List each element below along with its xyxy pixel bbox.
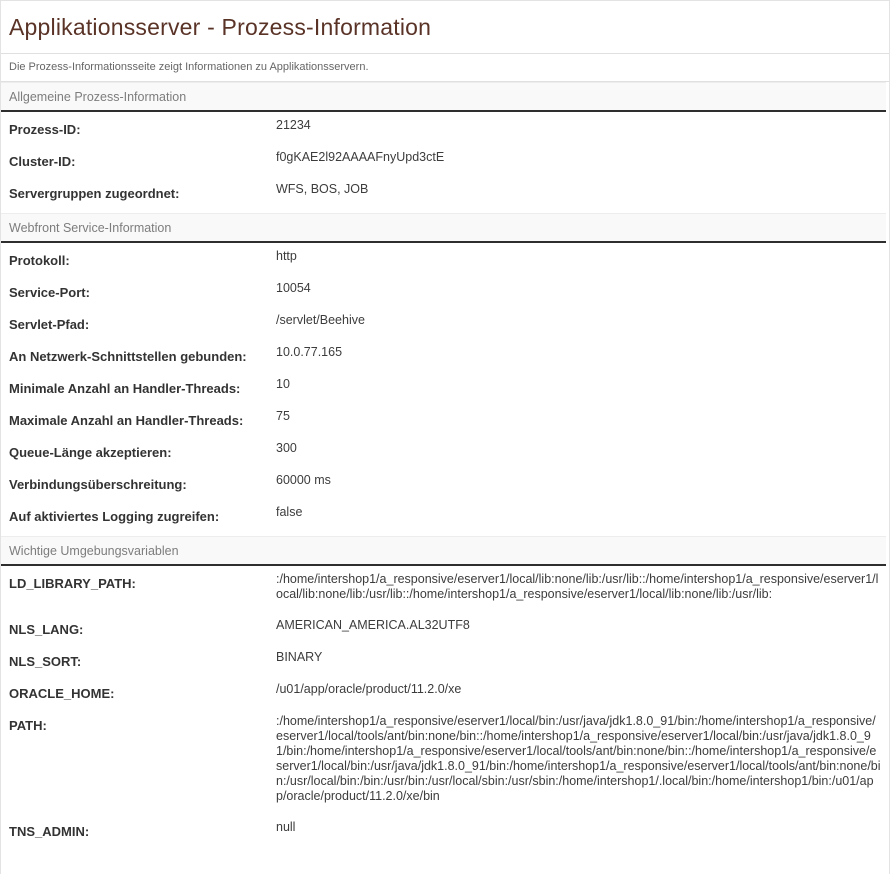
row-value: BINARY <box>276 650 323 664</box>
row-value: 21234 <box>276 118 311 132</box>
section-rows <box>1 566 889 851</box>
row-label: Servergruppen zugeordnet: <box>9 186 180 201</box>
info-row <box>1 146 889 178</box>
info-row <box>1 568 889 614</box>
row-value: false <box>276 505 303 519</box>
row-value: :/home/intershop1/a_responsive/eserver1/local/bin:/usr/java/jdk1.8.0_91/bin:/home/intershop1/a_responsive/eserver1/local/tools/ant/bin:none/bin::/home/intershop1/a_responsive/eserver1/local/bin:/usr/java/jdk1.8.0_91/bin:/home/intershop1/a_responsive/eserver1/local/tools/ant/bin:none/bin::/home/intershop1/a_responsive/eserver1/local/bin:/usr/java/jdk1.8.0_91/bin:/home/intershop1/a_responsive/eserver1/local/tools/ant/bin:none/bin:/usr/local/bin:/bin:/usr/bin:/usr/local/sbin:/usr/sbin:/home/intershop1/.local/bin:/home/intershop1/bin:/u01/app/oracle/product/11.2.0/xe/bin <box>276 714 881 803</box>
row-label: Protokoll: <box>9 253 70 268</box>
row-label: Queue-Länge akzeptieren: <box>9 445 172 460</box>
page-title: Applikationsserver - Prozess-Information <box>1 1 889 54</box>
section-heading: Wichtige Umgebungsvariablen <box>9 544 179 558</box>
row-value: 60000 ms <box>276 473 331 487</box>
info-row <box>1 309 889 341</box>
info-row <box>1 437 889 469</box>
page-subtitle: Die Prozess-Informationsseite zeigt Informationen zu Applikationsservern. <box>9 61 369 73</box>
row-label: Maximale Anzahl an Handler-Threads: <box>9 413 244 428</box>
info-row <box>1 373 889 405</box>
row-value: 300 <box>276 441 297 455</box>
row-label: Prozess-ID: <box>9 122 81 137</box>
row-value: http <box>276 249 297 263</box>
row-label: ORACLE_HOME: <box>9 686 115 701</box>
row-value: :/home/intershop1/a_responsive/eserver1/local/lib:none/lib:/usr/lib::/home/intershop1/a_responsive/eserver1/local/lib:none/lib:/usr/lib::/home/intershop1/a_responsive/eserver1/local/lib:none/lib:/usr/lib: <box>276 572 879 601</box>
row-label: Minimale Anzahl an Handler-Threads: <box>9 381 241 396</box>
info-row <box>1 816 889 848</box>
page-subtitle-bar <box>1 54 889 82</box>
row-label: Cluster-ID: <box>9 154 76 169</box>
row-label: Servlet-Pfad: <box>9 317 90 332</box>
info-row <box>1 646 889 678</box>
row-label: Auf aktiviertes Logging zugreifen: <box>9 509 220 524</box>
info-row <box>1 114 889 146</box>
row-value: /servlet/Beehive <box>276 313 365 327</box>
sections-container <box>1 82 889 851</box>
row-label: PATH: <box>9 718 47 733</box>
info-row <box>1 710 889 816</box>
info-row <box>1 341 889 373</box>
info-row <box>1 405 889 437</box>
row-label: NLS_LANG: <box>9 622 84 637</box>
row-label: NLS_SORT: <box>9 654 82 669</box>
section-rows <box>1 243 889 536</box>
row-label: TNS_ADMIN: <box>9 824 90 839</box>
row-label: An Netzwerk-Schnittstellen gebunden: <box>9 349 247 364</box>
section-heading: Allgemeine Prozess-Information <box>9 90 187 104</box>
section-heading-bar <box>1 536 886 566</box>
section-heading-bar <box>1 213 886 243</box>
row-value: 10054 <box>276 281 311 295</box>
row-value: AMERICAN_AMERICA.AL32UTF8 <box>276 618 470 632</box>
section-rows <box>1 112 889 213</box>
info-row <box>1 277 889 309</box>
row-value: f0gKAE2l92AAAAFnyUpd3ctE <box>276 150 445 164</box>
info-section <box>1 82 889 213</box>
info-row <box>1 501 889 533</box>
info-section <box>1 213 889 536</box>
info-row <box>1 178 889 210</box>
row-label: Service-Port: <box>9 285 90 300</box>
row-label: Verbindungsüberschreitung: <box>9 477 187 492</box>
info-section <box>1 536 889 851</box>
info-row <box>1 245 889 277</box>
section-heading: Webfront Service-Information <box>9 221 172 235</box>
row-value: WFS, BOS, JOB <box>276 182 369 196</box>
info-row <box>1 678 889 710</box>
row-value: /u01/app/oracle/product/11.2.0/xe <box>276 682 462 696</box>
row-value: 10 <box>276 377 290 391</box>
info-row <box>1 469 889 501</box>
row-label: LD_LIBRARY_PATH: <box>9 576 136 591</box>
section-heading-bar <box>1 82 886 112</box>
info-row <box>1 614 889 646</box>
row-value: null <box>276 820 296 834</box>
row-value: 10.0.77.165 <box>276 345 343 359</box>
row-value: 75 <box>276 409 290 423</box>
